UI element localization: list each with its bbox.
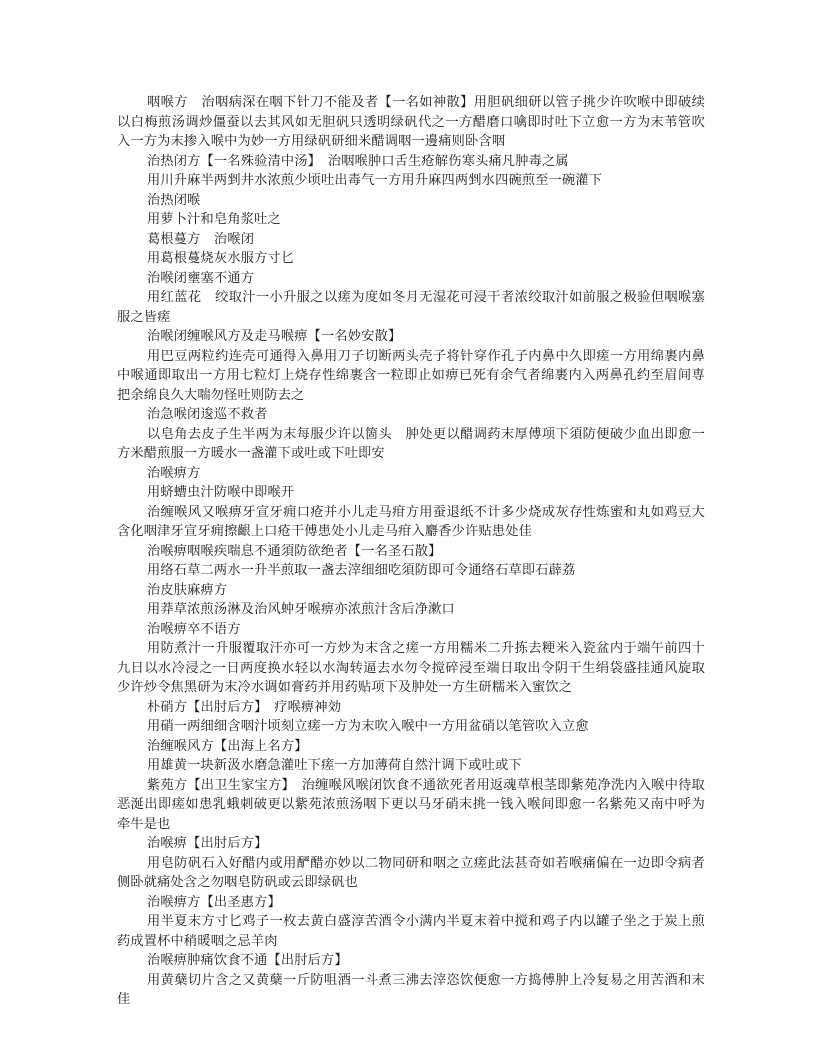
paragraph: 治喉痹方	[147, 465, 201, 481]
paragraph: 用黄蘖切片含之又黄蘖一斤防咀酒一斗煮三沸去滓恣饮便愈一方捣傅肿上冷复易之用苦酒和末佳	[117, 972, 705, 1007]
paragraph: 治喉痹肿痛饮食不通【出肘后方】	[147, 953, 348, 968]
paragraph: 用川升麻半两剉井水浓煎少顷吐出毒气一方用升麻四两剉水四碗煎至一碗灌下	[147, 173, 603, 188]
paragraph: 用络石草二两水一升半煎取一盏去滓细细吃須防即可令通络石草即石薜荔	[147, 563, 576, 578]
paragraph: 用莽草浓煎汤淋及治风蚛牙喉痹亦浓煎汁含后净漱口	[147, 602, 455, 617]
paragraph: 以皂角去皮子生半两为末每服少许以箇头 肿处更以醋调药末厚傅项下須防便破少血出即愈一方米醋煎服一方暖水一盏灌下或吐或下吐即安	[117, 426, 705, 461]
paragraph: 治热闭喉	[147, 192, 201, 208]
paragraph: 朴硝方【出肘后方】 疗喉痹神効	[147, 699, 342, 715]
paragraph: 治喉痹咽喉疾喘息不通須防欲绝者【一名圣石散】	[147, 543, 442, 559]
paragraph: 葛根蔓方 治喉闭	[147, 231, 255, 247]
paragraph: 治急喉闭逡巡不救者	[147, 407, 268, 422]
paragraph: 用皂防矾石入好醋内或用酽醋亦妙以二物同研和咽之立瘥此法甚奇如若喉痛偏在一边即令病者侧卧就痛处含之勿咽皂防矾或云即绿矾也	[117, 855, 705, 890]
paragraph: 用防煮汁一升服覆取汗亦可一方炒为末含之瘥一方用糯米二升拣去粳米入瓷盆内于端午前四十九日以水冷浸之一日两度换水轻以水淘转逼去水勿令搅碎浸至端日取出令阴干生绢袋盛挂通风旋取少许炒令焦黑研为末冷水调如膏药并用药贴项下及肿处一方生研糯米入蜜饮之	[117, 641, 705, 695]
paragraph: 用蛴螬虫汁防喉中即喉开	[147, 485, 295, 500]
paragraph: 治缠喉风方【出海上名方】	[147, 738, 308, 754]
paragraph: 治喉痹方【出圣惠方】	[147, 894, 281, 910]
paragraph: 咽喉方 治咽病深在咽下针刀不能及者【一名如神散】用胆矾细研以管子挑少许吹喉中即破续以白梅煎汤调炒僵蚕以去其风如无胆矾只透明绿矾代之一方醋磨口噙即时吐下立愈一方为末苇管吹入一方为末掺入喉中为妙一方用绿矾研细米醋调咽一邊痛则卧含咽	[117, 95, 705, 149]
paragraph: 紫苑方【出卫生家宝方】 治缠喉风喉闭饮食不通欲死者用返魂草根茎即紫苑净洗内入喉中待取恶涎出即瘥如患乳蛾刺破更以紫苑浓煎汤咽下更以马牙硝末挑一钱入喉间即愈一名紫苑又南中呼为牵牛是也	[117, 777, 705, 832]
paragraph: 治喉痹卒不语方	[147, 621, 241, 637]
paragraph: 治喉痹【出肘后方】	[147, 836, 268, 851]
paragraph: 用半夏末方寸匕鸡子一枚去黄白盛淳苦酒令小满内半夏末着中搅和鸡子内以罐子坐之于炭上煎药成置杯中稍暖咽之忌羊肉	[117, 914, 705, 949]
paragraph: 用硝一两细细含咽汁顷刻立瘥一方为末吹入喉中一方用盆硝以笔管吹入立愈	[147, 719, 589, 734]
paragraph: 治缠喉风又喉痹牙宣牙痈口疮并小儿走马疳方用蚕退纸不计多少烧成灰存性炼蜜和丸如鸡豆大含化咽津牙宣牙痈擦齦上口疮干傅患处小儿走马疳入麝香少许贴患处佳	[117, 504, 705, 539]
paragraph: 用雄黄一块新汲水磨急灌吐下瘥一方加薄荷自然汁调下或吐或下	[147, 758, 522, 773]
paragraph: 治皮肤麻痹方	[147, 582, 228, 598]
paragraph: 用红蓝花 绞取汁一小升服之以瘥为度如冬月无湿花可浸干者浓绞取汁如前服之极验但咽喉塞服之皆瘥	[117, 290, 705, 325]
paragraph: 治热闭方【一名殊验清中汤】 治咽喉肿口舌生疮解伤寒头痛凡肿毒之属	[147, 153, 569, 169]
paragraph: 用巴豆两粒约连壳可通得入鼻用刀子切断两头壳子将针穿作孔子内鼻中久即瘥一方用绵裹内鼻中喉通即取出一方用七粒灯上烧存性绵裹含一粒即止如痹已死有余气者绵裹内入两鼻孔约至眉间専把余绵良久大喘勿怪吐则防去之	[117, 348, 705, 403]
paragraph: 治喉闭缠喉风方及走马喉痹【一名妙安散】	[147, 329, 402, 344]
paragraph: 用萝卜汁和皂角浆吐之	[147, 212, 281, 227]
paragraph: 用葛根蔓烧灰水服方寸匕	[147, 251, 295, 266]
paragraph: 治喉闭壅塞不通方	[147, 270, 255, 286]
